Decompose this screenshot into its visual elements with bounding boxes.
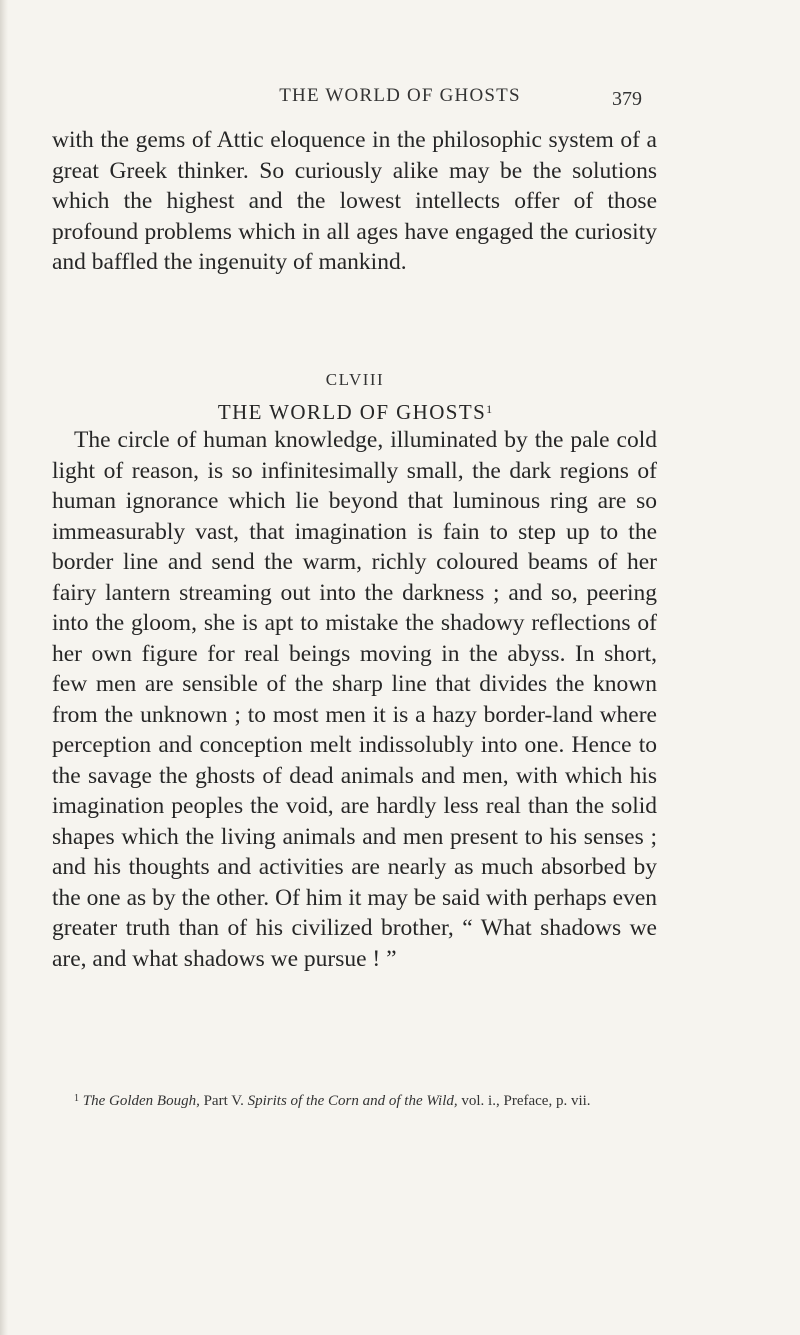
footnote-subtitle: Spirits of the Corn and of the Wild,: [247, 1093, 458, 1109]
section-title-text: THE WORLD OF GHOSTS: [217, 400, 487, 424]
section-body-paragraph: The circle of human knowledge, illuminated by the pale cold light of reason, is so infinitesimally small, the dark regions of human ignorance which lie beyond that luminous ring are so immeasurably vast, that imagination is fain to step up to the border line and send the warm, richly coloured beams of her fairy lantern streaming out into the darkness ; and so, peering into the gloom, she is apt to mistake the shadowy reflections of her own figure for real beings moving in the abyss. In short, few men are sensible of the sharp line that divides the known from the unknown ; to most men it is a hazy border-land where perception and conception melt indissolubly into one. Hence to the savage the ghosts of dead animals and men, with which his imagination peoples the void, are hardly less real than the solid shapes which the living animals and men present to his senses ; and his thoughts and activities are nearly as much absorbed by the one as by the other. Of him it may be said with perhaps even greater truth than of his civilized brother, “ What shadows we are, and what shadows we pursue ! ”: [52, 427, 657, 972]
continuation-paragraph: with the gems of Attic eloquence in the philosophic system of a great Greek thinker. So curiously alike may be the solutions which the highest and the lowest intellects offer of those profound problems which in all ages have engaged the curiosity and baffled the ingenuity of mankind.: [52, 127, 657, 275]
section-number: CLVIII: [325, 370, 385, 389]
footnote-part: Part V.: [199, 1093, 248, 1109]
page-number: 379: [612, 88, 642, 110]
running-head: THE WORLD OF GHOSTS: [279, 85, 521, 106]
book-spine-shadow: [0, 0, 8, 1335]
footnote: [52, 1090, 657, 1110]
footnote-rest: vol. i., Preface, p. vii.: [457, 1093, 591, 1109]
footnote-marker: 1: [74, 1093, 79, 1104]
footnote-reference: 1: [486, 402, 493, 416]
footnote-title: The Golden Bough,: [82, 1093, 200, 1109]
section-title: [0, 400, 710, 425]
